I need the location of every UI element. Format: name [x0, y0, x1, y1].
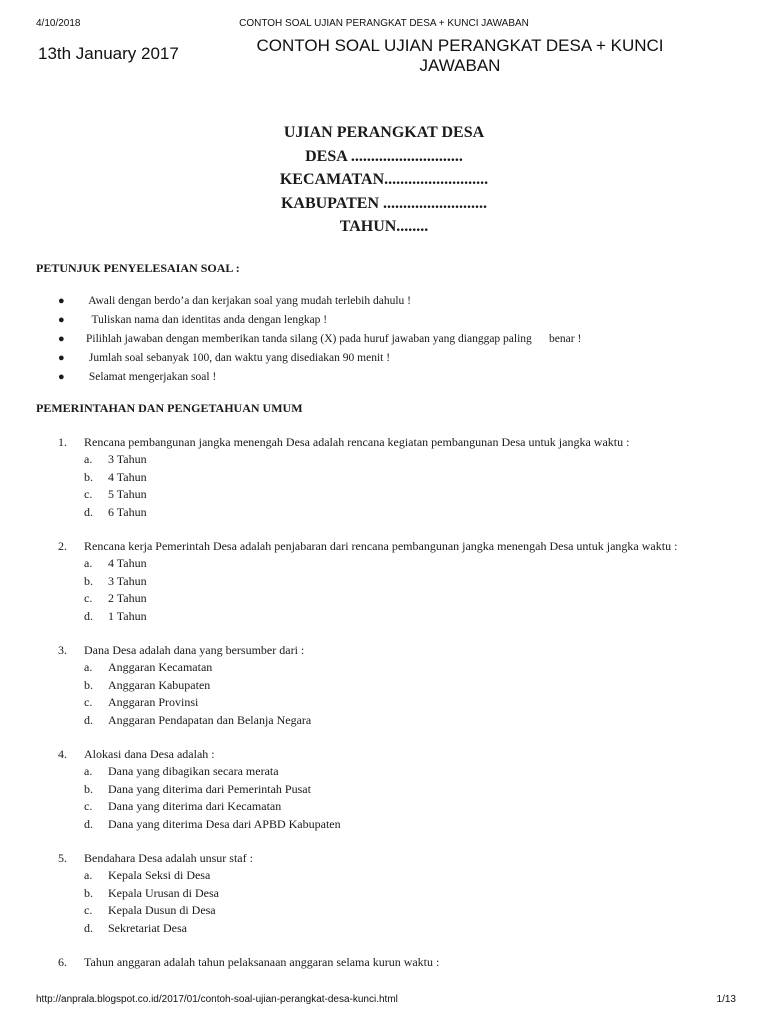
- answer-option: [84, 573, 738, 591]
- option-letter: c.: [84, 903, 93, 917]
- option-text: 6 Tahun: [108, 504, 147, 519]
- answer-options: [58, 659, 738, 729]
- option-text: Anggaran Provinsi: [108, 695, 199, 709]
- question-item: [58, 954, 738, 971]
- bullet-icon: ●: [58, 314, 65, 326]
- option-text: Kepala Dusun di Desa: [108, 903, 216, 917]
- bullet-icon: ●: [58, 333, 65, 345]
- answer-option: [84, 781, 738, 799]
- answer-option: [84, 555, 738, 573]
- post-title-line-1: CONTOH SOAL UJIAN PERANGKAT DESA + KUNCI: [256, 36, 664, 55]
- option-text: Sekretariat Desa: [108, 920, 187, 935]
- option-letter: d.: [84, 920, 93, 935]
- question-row: [58, 538, 738, 555]
- question-list: [58, 434, 738, 988]
- option-text: Dana yang diterima dari Pemerintah Pusat: [108, 781, 311, 796]
- question-text: Dana Desa adalah dana yang bersumber dari :: [84, 643, 305, 657]
- option-letter: c.: [84, 799, 93, 813]
- option-text: Anggaran Kecamatan: [108, 660, 213, 674]
- question-number: 1.: [58, 435, 67, 449]
- option-text: 5 Tahun: [108, 487, 147, 501]
- answer-option: [84, 677, 738, 695]
- option-letter: b.: [84, 469, 93, 484]
- question-number: 6.: [58, 955, 67, 969]
- option-letter: a.: [84, 452, 93, 466]
- option-letter: c.: [84, 487, 93, 501]
- option-letter: d.: [84, 816, 93, 831]
- option-text: Kepala Seksi di Desa: [108, 868, 211, 882]
- option-text: Dana yang diterima Desa dari APBD Kabupaten: [108, 816, 341, 831]
- question-text: Bendahara Desa adalah unsur staf :: [84, 851, 253, 865]
- answer-option: [84, 885, 738, 903]
- option-letter: a.: [84, 660, 93, 674]
- question-text: Tahun anggaran adalah tahun pelaksanaan anggaran selama kurun waktu :: [84, 955, 440, 969]
- answer-option: [84, 694, 738, 712]
- answer-option: [84, 451, 738, 469]
- bullet-icon: ●: [58, 295, 65, 307]
- option-letter: c.: [84, 591, 93, 605]
- exam-header-line: UJIAN PERANGKAT DESA: [283, 124, 485, 141]
- question-text: Rencana pembangunan jangka menengah Desa adalah rencana kegiatan pembangunan Desa untuk jangka waktu :: [84, 435, 630, 449]
- bullet-icon: ●: [58, 352, 65, 364]
- answer-option: [84, 902, 738, 920]
- section-heading: PEMERINTAHAN DAN PENGETAHUAN UMUM: [36, 401, 303, 415]
- option-text: Kepala Urusan di Desa: [108, 885, 219, 900]
- answer-options: [58, 555, 738, 625]
- exam-header-line: DESA ............................: [305, 147, 463, 165]
- answer-option: [84, 486, 738, 504]
- option-text: 1 Tahun: [108, 608, 147, 623]
- option-letter: a.: [84, 764, 93, 778]
- option-letter: d.: [84, 712, 93, 727]
- question-item: [58, 746, 738, 833]
- question-item: [58, 538, 738, 625]
- post-title: [210, 36, 710, 76]
- answer-option: [84, 867, 738, 885]
- answer-option: [84, 816, 738, 834]
- question-number: 2.: [58, 539, 67, 553]
- option-letter: c.: [84, 695, 93, 709]
- question-item: [58, 642, 738, 729]
- print-page-title: CONTOH SOAL UJIAN PERANGKAT DESA + KUNCI JAWABAN: [239, 18, 529, 29]
- option-text: 4 Tahun: [108, 556, 147, 570]
- question-number: 4.: [58, 747, 67, 761]
- answer-options: [58, 763, 738, 833]
- print-url: http://anprala.blogspot.co.id/2017/01/contoh-soal-ujian-perangkat-desa-kunci.html: [36, 994, 398, 1005]
- option-text: 4 Tahun: [108, 469, 147, 484]
- option-letter: a.: [84, 868, 93, 882]
- exam-header-line: TAHUN........: [339, 218, 429, 235]
- option-letter: b.: [84, 885, 93, 900]
- option-text: Dana yang dibagikan secara merata: [108, 764, 279, 778]
- print-page-number: 1/13: [716, 994, 736, 1005]
- option-letter: a.: [84, 556, 93, 570]
- question-row: [58, 746, 738, 763]
- list-item: ● Tuliskan nama dan identitas anda dengan lengkap !: [58, 311, 738, 330]
- option-letter: b.: [84, 781, 93, 796]
- option-text: Anggaran Pendapatan dan Belanja Negara: [108, 712, 312, 727]
- answer-option: [84, 920, 738, 938]
- answer-option: [84, 590, 738, 608]
- answer-option: [84, 798, 738, 816]
- option-letter: b.: [84, 573, 93, 588]
- answer-option: [84, 763, 738, 781]
- exam-header-line: KABUPATEN ..........................: [280, 194, 488, 212]
- question-number: 5.: [58, 851, 67, 865]
- list-item: ● Pilihlah jawaban dengan memberikan tanda silang (X) pada huruf jawaban yang dianggap paling benar !: [58, 330, 738, 349]
- answer-option: [84, 659, 738, 677]
- bullet-icon: ●: [58, 371, 65, 383]
- option-text: Dana yang diterima dari Kecamatan: [108, 799, 282, 813]
- question-row: [58, 642, 738, 659]
- question-text: Alokasi dana Desa adalah :: [84, 747, 215, 761]
- option-letter: d.: [84, 608, 93, 623]
- list-item: ● Awali dengan berdo’a dan kerjakan soal yang mudah terlebih dahulu !: [58, 292, 738, 311]
- option-text: Anggaran Kabupaten: [108, 677, 211, 692]
- print-date: 4/10/2018: [36, 18, 81, 29]
- instructions-heading: PETUNJUK PENYELESAIAN SOAL :: [36, 261, 240, 275]
- post-date: 13th January 2017: [38, 44, 179, 63]
- option-text: 2 Tahun: [108, 591, 147, 605]
- question-row: [58, 850, 738, 867]
- answer-option: [84, 504, 738, 522]
- question-item: [58, 434, 738, 521]
- instructions-list: [58, 292, 738, 387]
- list-item: ● Jumlah soal sebanyak 100, dan waktu yang disediakan 90 menit !: [58, 349, 738, 368]
- answer-option: [84, 608, 738, 626]
- answer-options: [58, 867, 738, 937]
- option-letter: d.: [84, 504, 93, 519]
- question-number: 3.: [58, 643, 67, 657]
- answer-option: [84, 712, 738, 730]
- question-item: [58, 850, 738, 937]
- list-item: ● Selamat mengerjakan soal !: [58, 368, 738, 387]
- answer-options: [58, 451, 738, 521]
- question-row: [58, 954, 738, 971]
- exam-header: [0, 121, 768, 239]
- exam-header-line: KECAMATAN..........................: [279, 171, 489, 188]
- question-text: Rencana kerja Pemerintah Desa adalah penjabaran dari rencana pembangunan jangka menengah Desa untuk jangka waktu :: [84, 539, 678, 553]
- question-row: [58, 434, 738, 451]
- option-letter: b.: [84, 677, 93, 692]
- option-text: 3 Tahun: [108, 452, 147, 466]
- option-text: 3 Tahun: [108, 573, 147, 588]
- answer-option: [84, 469, 738, 487]
- post-title-line-2: JAWABAN: [419, 56, 501, 75]
